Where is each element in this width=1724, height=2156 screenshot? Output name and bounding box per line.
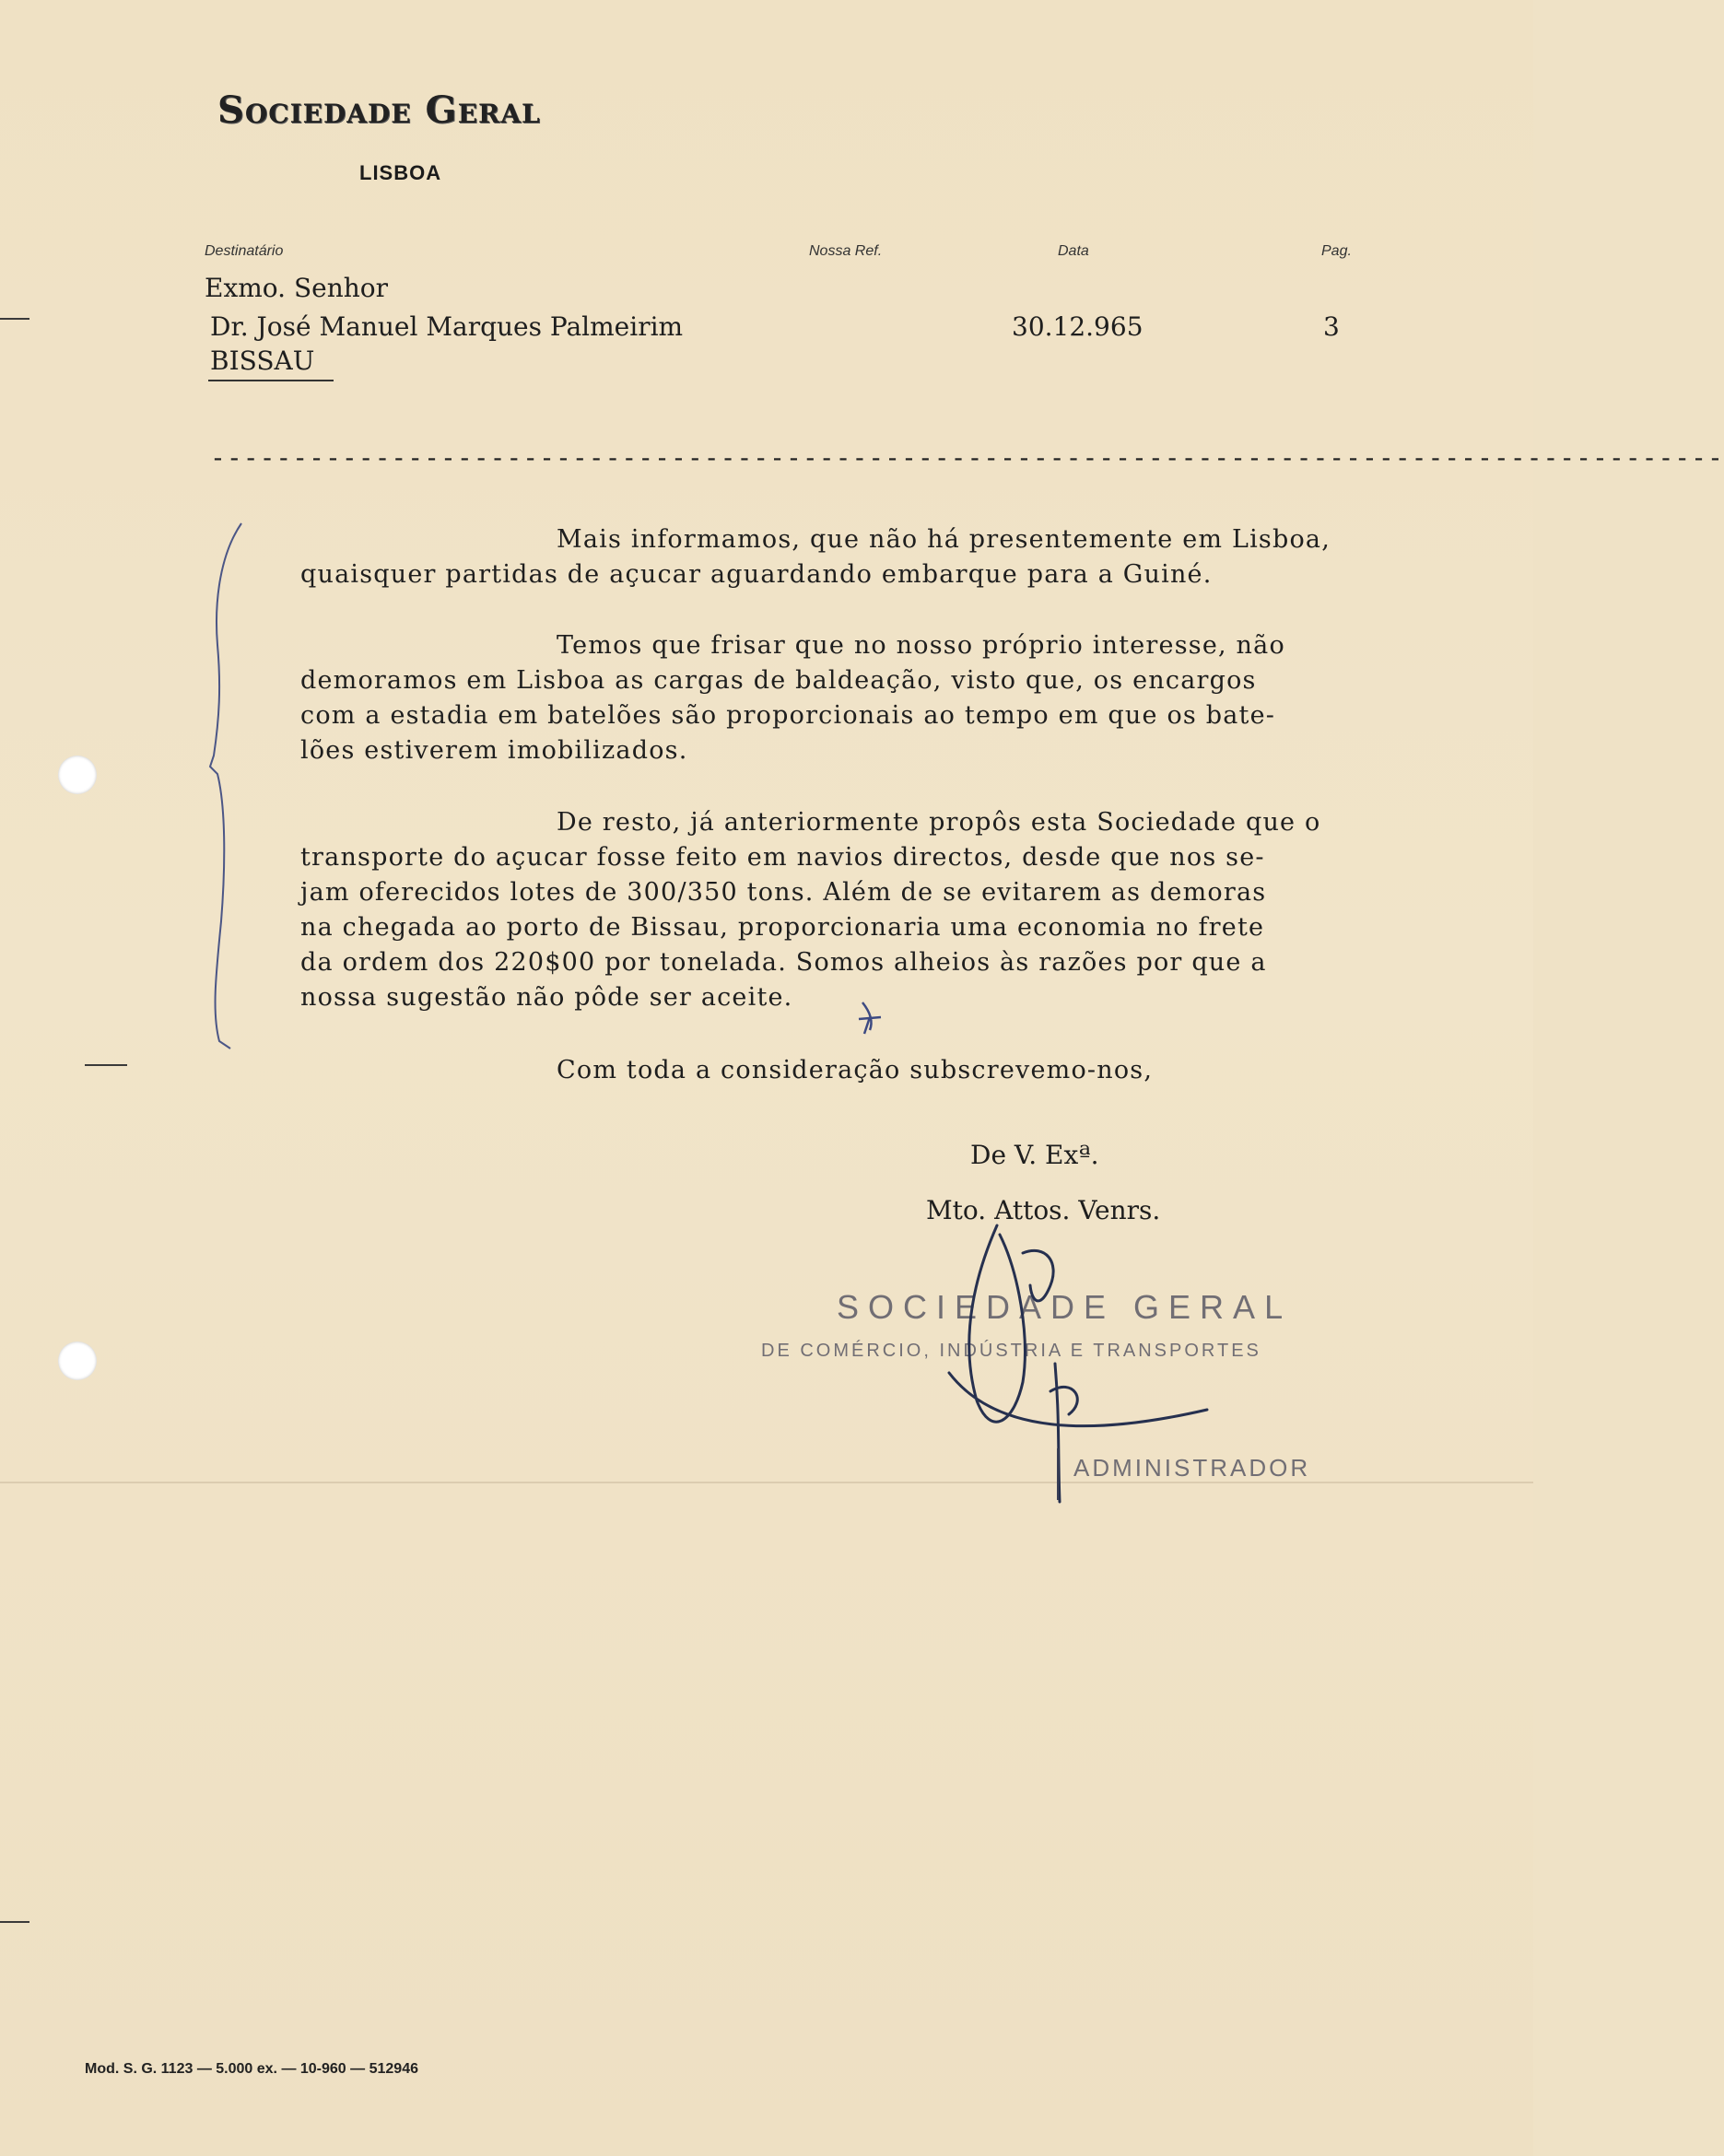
text-line: na chegada ao porto de Bissau, proporcionaria uma economia no frete (300, 913, 1265, 942)
recipient-place: BISSAU (210, 346, 315, 376)
text-line: De resto, já anteriormente propôs esta Sociedade que o (557, 808, 1321, 837)
closing-paragraph (300, 1053, 1443, 1088)
recipient-name: Dr. José Manuel Marques Palmeirim (210, 311, 684, 342)
date-value: 30.12.965 (1012, 311, 1143, 342)
text-line: quaisquer partidas de açucar aguardando embarque para a Guiné. (300, 560, 1213, 589)
page-label: Pag. (1321, 243, 1352, 259)
text-line: Mais informamos, que não há presentemente em Lisboa, (557, 525, 1331, 554)
form-footer: Mod. S. G. 1123 — 5.000 ex. — 10-960 — 512946 (85, 2061, 418, 2077)
text-line: lões estiverem imobilizados. (300, 736, 688, 765)
stamp-title: ADMINISTRADOR (1073, 1454, 1311, 1482)
punch-hole (58, 756, 97, 794)
paragraph-1 (300, 522, 1443, 592)
text-line: da ordem dos 220$00 por tonelada. Somos alheios às razões por que a (300, 948, 1267, 977)
margin-bracket (210, 523, 241, 1049)
company-logo: Sociedade Geral (217, 88, 541, 132)
salutation: Exmo. Senhor (205, 273, 389, 303)
stamp-subtitle: DE COMÉRCIO, INDÚSTRIA E TRANSPORTES (761, 1341, 1261, 1361)
page-value: 3 (1323, 311, 1340, 342)
separator-line: -------------------------------------------------------------------------------------------- (210, 442, 1724, 473)
our-ref-label: Nossa Ref. (809, 243, 883, 259)
valediction-line-2: Mto. Attos. Venrs. (926, 1195, 1161, 1225)
edge-mark (0, 1921, 29, 1923)
text-line: Temos que frisar que no nosso próprio interesse, não (557, 631, 1285, 660)
place-underline (208, 380, 334, 381)
text-line: nossa sugestão não pôde ser aceite. (300, 983, 793, 1012)
text-line: com a estadia em batelões são proporcionais ao tempo em que os bate- (300, 701, 1276, 730)
edge-mark (0, 318, 29, 320)
valediction-line-1: De V. Exª. (970, 1140, 1099, 1170)
text-line: demoramos em Lisboa as cargas de baldeação, visto que, os encargos (300, 666, 1257, 695)
paragraph-2 (300, 628, 1443, 768)
company-city: LISBOA (359, 161, 442, 184)
recipient-label: Destinatário (205, 243, 284, 259)
date-label: Data (1058, 243, 1089, 259)
paragraph-3 (300, 805, 1443, 1015)
stamp-company: SOCIEDADE GERAL (837, 1288, 1293, 1326)
text-line: Com toda a consideração subscrevemo-nos, (557, 1056, 1154, 1084)
edge-mark (85, 1064, 127, 1066)
text-line: jam oferecidos lotes de 300/350 tons. Além de se evitarem as demoras (300, 878, 1267, 907)
text-line: transporte do açucar fosse feito em navios directos, desde que nos se- (300, 843, 1265, 872)
punch-hole (58, 1342, 97, 1380)
